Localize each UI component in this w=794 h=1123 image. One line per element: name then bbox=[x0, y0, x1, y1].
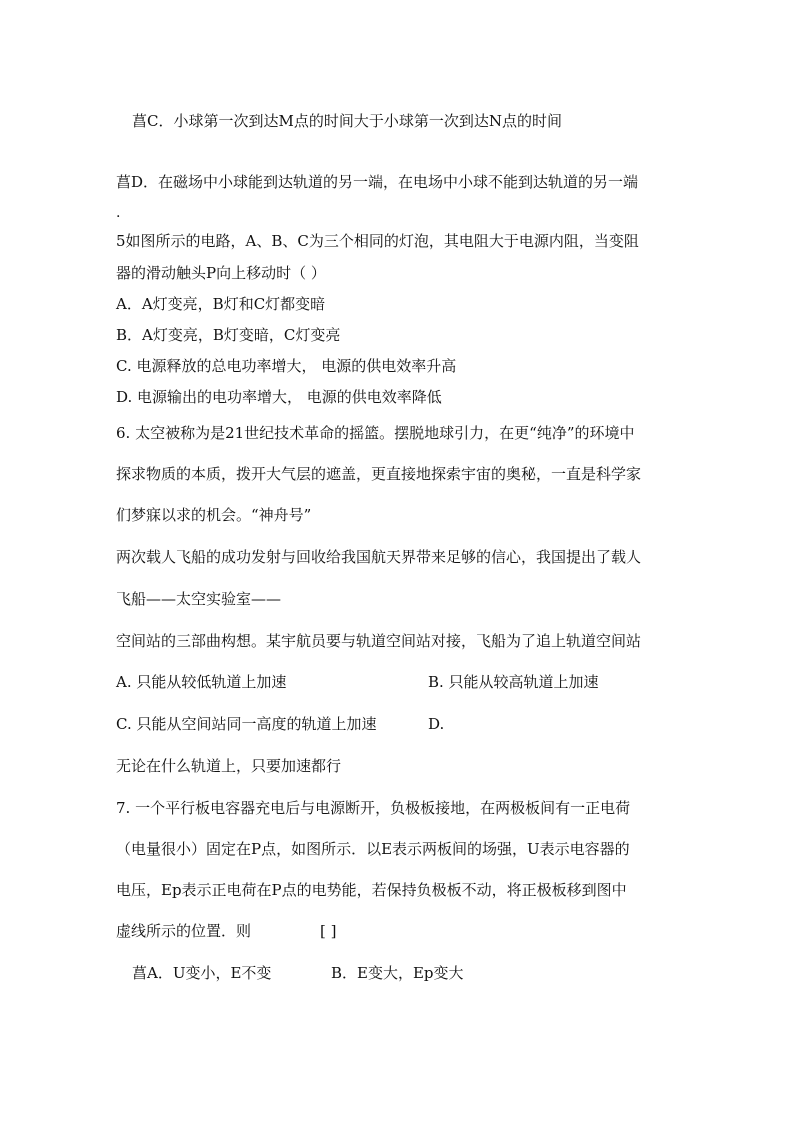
question-6-stem-line-1: 6. 太空被称为是21世纪技术革命的摇篮。摆脱地球引力，在更“纯净”的环境中 bbox=[116, 424, 635, 442]
question-6-stem-line-3: 们梦寐以求的机会。“神舟号” bbox=[116, 506, 312, 524]
question-6-option-c: C. 只能从空间站同一高度的轨道上加速 bbox=[116, 715, 377, 733]
question-6-stem-line-2: 探求物质的本质，拨开大气层的遮盖，更直接地探索宇宙的奥秘，一直是科学家 bbox=[116, 465, 642, 483]
question-5-option-b: B．A灯变亮，B灯变暗，C灯变亮 bbox=[116, 326, 341, 344]
question-4-option-d: 菖D．在磁场中小球能到达轨道的另一端，在电场中小球不能到达轨道的另一端 bbox=[116, 173, 639, 191]
question-7-option-a: 菖A．U变小，E不变 bbox=[132, 964, 272, 982]
answer-bracket: [ ] bbox=[320, 922, 337, 940]
question-6-option-d-text: 无论在什么轨道上，只要加速都行 bbox=[116, 757, 342, 775]
question-7-option-b: B．E变大，Ep变大 bbox=[331, 964, 464, 982]
question-7-stem-line-1: 7. 一个平行板电容器充电后与电源断开，负极板接地，在两极板间有一正电荷 bbox=[116, 799, 631, 817]
question-5-stem-line-1: 5如图所示的电路，A、B、C为三个相同的灯泡，其电阻大于电源内阻，当变阻 bbox=[116, 232, 639, 250]
question-5-stem-line-2: 器的滑动触头P向上移动时（ ） bbox=[116, 264, 326, 282]
question-5-option-c: C. 电源释放的总电功率增大， 电源的供电效率升高 bbox=[116, 357, 457, 375]
question-5-option-d: D. 电源输出的电功率增大， 电源的供电效率降低 bbox=[116, 388, 442, 406]
question-7-stem-line-2: （电量很小）固定在P点，如图所示．以E表示两板间的场强，U表示电容器的 bbox=[116, 840, 630, 858]
question-6-stem-line-6: 空间站的三部曲构想。某宇航员要与轨道空间站对接，飞船为了追上轨道空间站 bbox=[116, 632, 642, 650]
question-6-stem-line-5: 飞船——太空实验室—— bbox=[116, 590, 282, 608]
question-4-option-c: 菖C．小球第一次到达M点的时间大于小球第一次到达N点的时间 bbox=[132, 112, 562, 130]
question-5-option-a: A．A灯变亮，B灯和C灯都变暗 bbox=[116, 295, 326, 313]
question-6-stem-line-4: 两次载人飞船的成功发射与回收给我国航天界带来足够的信心，我国提出了载人 bbox=[116, 548, 642, 566]
stray-dot: . bbox=[116, 205, 121, 221]
question-7-stem-line-4: 虚线所示的位置．则 bbox=[116, 922, 252, 940]
question-6-option-a: A. 只能从较低轨道上加速 bbox=[116, 673, 287, 691]
question-7-stem-line-3: 电压，Ep表示正电荷在P点的电势能，若保持负极板不动，将正极板移到图中 bbox=[116, 881, 627, 899]
question-6-option-d: D. bbox=[428, 715, 445, 733]
question-6-option-b: B. 只能从较高轨道上加速 bbox=[428, 673, 599, 691]
